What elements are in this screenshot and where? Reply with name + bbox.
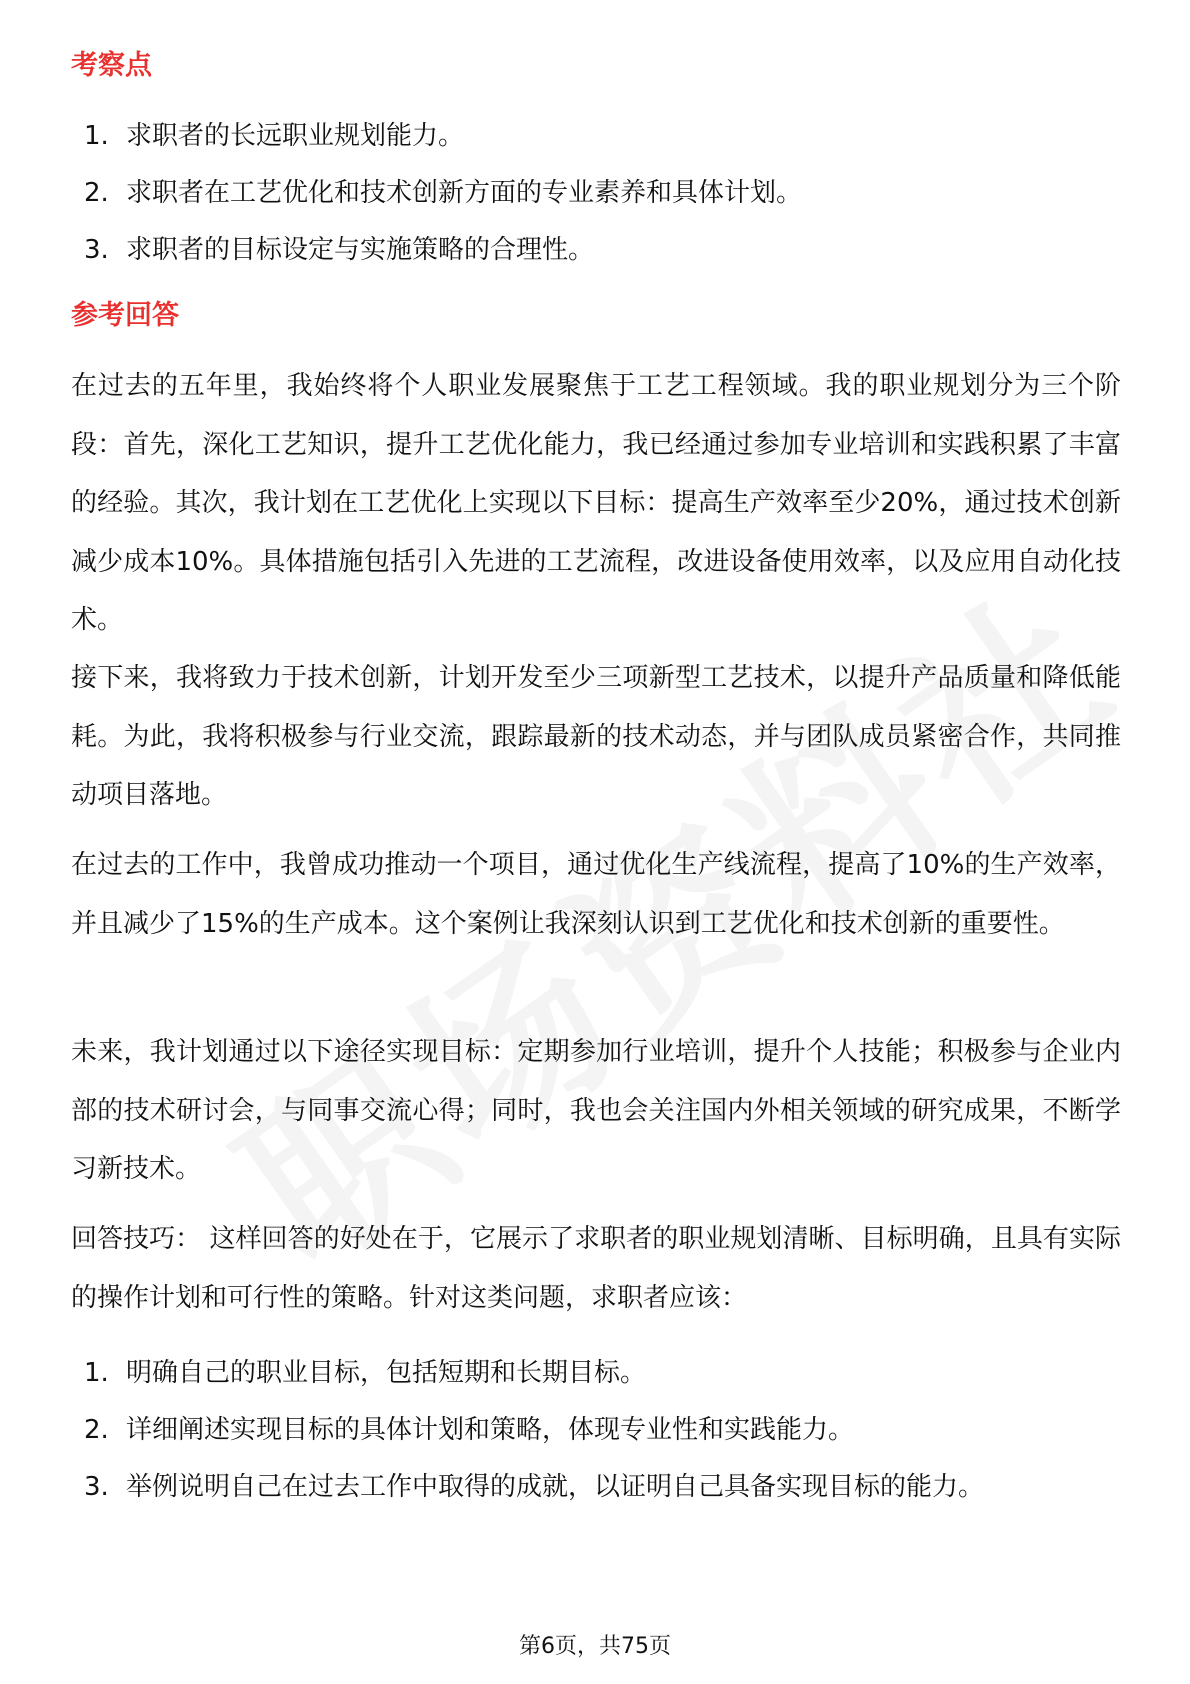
list-item [84,165,1124,222]
list-item-number: 1. [84,1358,109,1388]
list-item-number: 3. [84,1472,109,1502]
list-item-text: 求职者的目标设定与实施策略的合理性。 [126,235,595,265]
list-item [84,1402,1124,1459]
section-heading-reference-answer: 参考回答 [71,300,179,331]
list-item-number: 2. [84,1415,109,1445]
answer-tips-intro: 回答技巧： 这样回答的好处在于，它展示了求职者的职业规划清晰、目标明确，且具有实际的操作计划和可行性的策略。针对这类问题，求职者应该： [71,1224,1121,1313]
list-item-text: 求职者的长远职业规划能力。 [126,121,465,151]
list-item-text: 举例说明自己在过去工作中取得的成就，以证明自己具备实现目标的能力。 [126,1472,985,1502]
list-item-text: 求职者在工艺优化和技术创新方面的专业素养和具体计划。 [126,178,803,208]
section-heading-check-points: 考察点 [71,50,152,81]
list-item-text: 明确自己的职业目标，包括短期和长期目标。 [126,1358,647,1388]
answer-paragraph-4: 未来，我计划通过以下途径实现目标：定期参加行业培训，提升个人技能；积极参与企业内部的技术研讨会，与同事交流心得；同时，我也会关注国内外相关领域的研究成果，不断学习新技术。 [71,1037,1121,1184]
list-item-number: 1. [84,121,109,151]
list-item-text: 详细阐述实现目标的具体计划和策略，体现专业性和实践能力。 [126,1415,855,1445]
answer-paragraph-3: 在过去的工作中，我曾成功推动一个项目，通过优化生产线流程，提高了10%的生产效率，并且减少了15%的生产成本。这个案例让我深刻认识到工艺优化和技术创新的重要性。 [71,850,1121,939]
list-item-number: 2. [84,178,109,208]
answer-paragraph-2: 接下来，我将致力于技术创新，计划开发至少三项新型工艺技术，以提升产品质量和降低能耗。为此，我将积极参与行业交流，跟踪最新的技术动态，并与团队成员紧密合作，共同推动项目落地。 [71,663,1121,810]
list-item [84,222,1124,279]
tips-list [84,1345,1124,1516]
list-item-number: 3. [84,235,109,265]
list-item [84,1345,1124,1402]
list-item [84,108,1124,165]
answer-paragraph-1: 在过去的五年里，我始终将个人职业发展聚焦于工艺工程领域。我的职业规划分为三个阶段：首先，深化工艺知识，提升工艺优化能力，我已经通过参加专业培训和实践积累了丰富的经验。其次，我计划在工艺优化上实现以下目标：提高生产效率至少20%，通过技术创新减少成本10%。具体措施包括引入先进的工艺流程，改进设备使用效率，以及应用自动化技术。 [71,371,1121,635]
list-item [84,1459,1124,1516]
page-number: 第6页，共75页 [519,1634,671,1659]
check-points-list [84,108,1124,279]
